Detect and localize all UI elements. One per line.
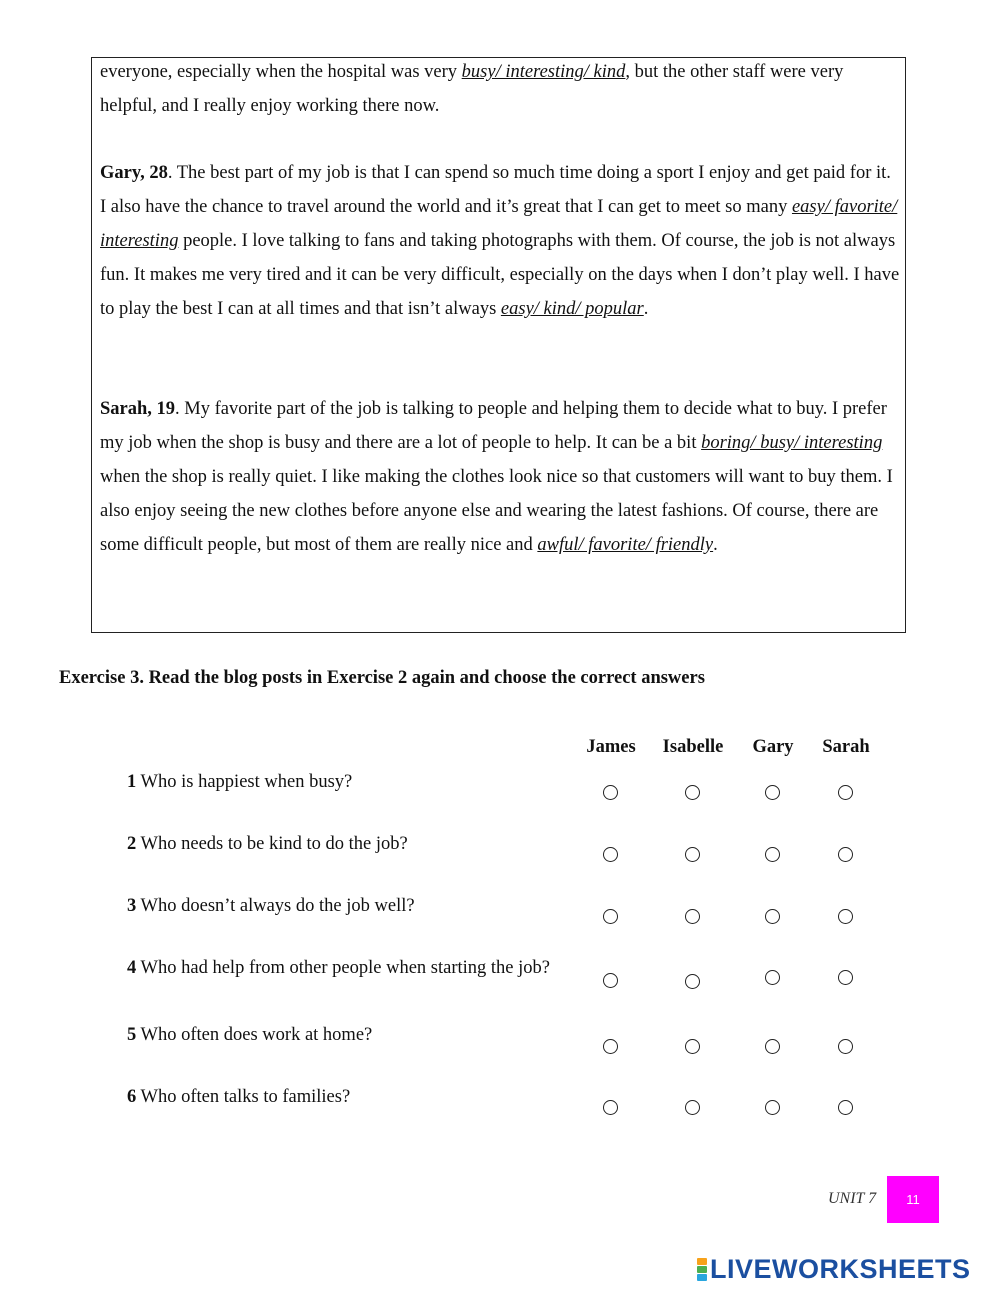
- answer-radio-q3-gary[interactable]: [765, 909, 780, 924]
- column-header-isabelle: Isabelle: [662, 737, 724, 757]
- answer-radio-q4-sarah[interactable]: [838, 970, 853, 985]
- answer-radio-q5-sarah[interactable]: [838, 1039, 853, 1054]
- question-6: 6 Who often talks to families?: [127, 1087, 351, 1107]
- answer-options[interactable]: busy/ interesting/ kind: [461, 62, 626, 82]
- exercise-title: Exercise 3. Read the blog posts in Exercise 2 again and choose the correct answers: [59, 668, 705, 688]
- liveworksheets-logo: [697, 1252, 971, 1286]
- answer-options[interactable]: awful/ favorite/ friendly: [537, 535, 714, 555]
- speaker-label: Sarah, 19: [100, 399, 176, 419]
- answer-options[interactable]: easy/ kind/ popular: [500, 299, 644, 319]
- paragraph-sarah: Sarah, 19. My favorite part of the job is talking to people and helping them to decide what to buy. I prefer my job when the shop is busy and there are a lot of people to help. It can be a bit boring/ busy/ interesting when the shop is really quiet. I like making the clothes look nice so that customers will want to buy them. I also enjoy seeing the new clothes before anyone else and wearing the latest fashions. Of course, there are some difficult people, but most of them are really nice and awful/ favorite/ friendly.: [100, 399, 893, 555]
- answer-radio-q5-gary[interactable]: [765, 1039, 780, 1054]
- answer-radio-q2-isabelle[interactable]: [685, 847, 700, 862]
- column-header-sarah: Sarah: [822, 737, 870, 757]
- question-3: 3 Who doesn’t always do the job well?: [127, 896, 415, 916]
- unit-label: UNIT 7: [828, 1190, 877, 1207]
- answer-radio-q1-gary[interactable]: [765, 785, 780, 800]
- answer-radio-q3-sarah[interactable]: [838, 909, 853, 924]
- answer-radio-q4-gary[interactable]: [765, 970, 780, 985]
- question-5: 5 Who often does work at home?: [127, 1025, 373, 1045]
- answer-radio-q2-gary[interactable]: [765, 847, 780, 862]
- question-1: 1 Who is happiest when busy?: [127, 772, 353, 792]
- paragraph-gary: Gary, 28. The best part of my job is that I can spend so much time doing a sport I enjoy and get paid for it. I also have the chance to travel around the world and it’s great that I can get to meet so many easy/ favorite/ interesting people. I love talking to fans and taking photographs with them. Of course, the job is not always fun. It makes me very tired and it can be very difficult, especially on the days when I don’t play well. I have to play the best I can at all times and that isn’t always easy/ kind/ popular.: [100, 163, 900, 319]
- answer-radio-q6-sarah[interactable]: [838, 1100, 853, 1115]
- answer-options[interactable]: easy/ favorite/ interesting: [100, 197, 898, 251]
- answer-radio-q5-james[interactable]: [603, 1039, 618, 1054]
- answer-radio-q1-james[interactable]: [603, 785, 618, 800]
- answer-radio-q5-isabelle[interactable]: [685, 1039, 700, 1054]
- answer-radio-q2-sarah[interactable]: [838, 847, 853, 862]
- brand-name: LIVEWORKSHEETS: [710, 1253, 971, 1284]
- answer-options[interactable]: boring/ busy/ interesting: [701, 433, 883, 453]
- page-number-badge: 11: [887, 1176, 939, 1223]
- question-2: 2 Who needs to be kind to do the job?: [127, 834, 408, 854]
- answer-radio-q3-james[interactable]: [603, 909, 618, 924]
- paragraph-isabelle: everyone, especially when the hospital was very busy/ interesting/ kind, but the other staff were very helpful, and I really enjoy working there now.: [100, 62, 844, 116]
- answer-radio-q1-sarah[interactable]: [838, 785, 853, 800]
- answer-radio-q6-james[interactable]: [603, 1100, 618, 1115]
- speaker-label: Gary, 28: [100, 163, 168, 183]
- answer-radio-q3-isabelle[interactable]: [685, 909, 700, 924]
- answer-radio-q4-isabelle[interactable]: [685, 974, 700, 989]
- answer-radio-q6-gary[interactable]: [765, 1100, 780, 1115]
- column-header-gary: Gary: [752, 737, 794, 757]
- answer-radio-q1-isabelle[interactable]: [685, 785, 700, 800]
- question-4: 4 Who had help from other people when starting the job?: [127, 958, 550, 978]
- column-header-james: James: [586, 737, 636, 757]
- answer-radio-q4-james[interactable]: [603, 973, 618, 988]
- answer-radio-q2-james[interactable]: [603, 847, 618, 862]
- logo-blocks-icon: [697, 1258, 707, 1281]
- answer-radio-q6-isabelle[interactable]: [685, 1100, 700, 1115]
